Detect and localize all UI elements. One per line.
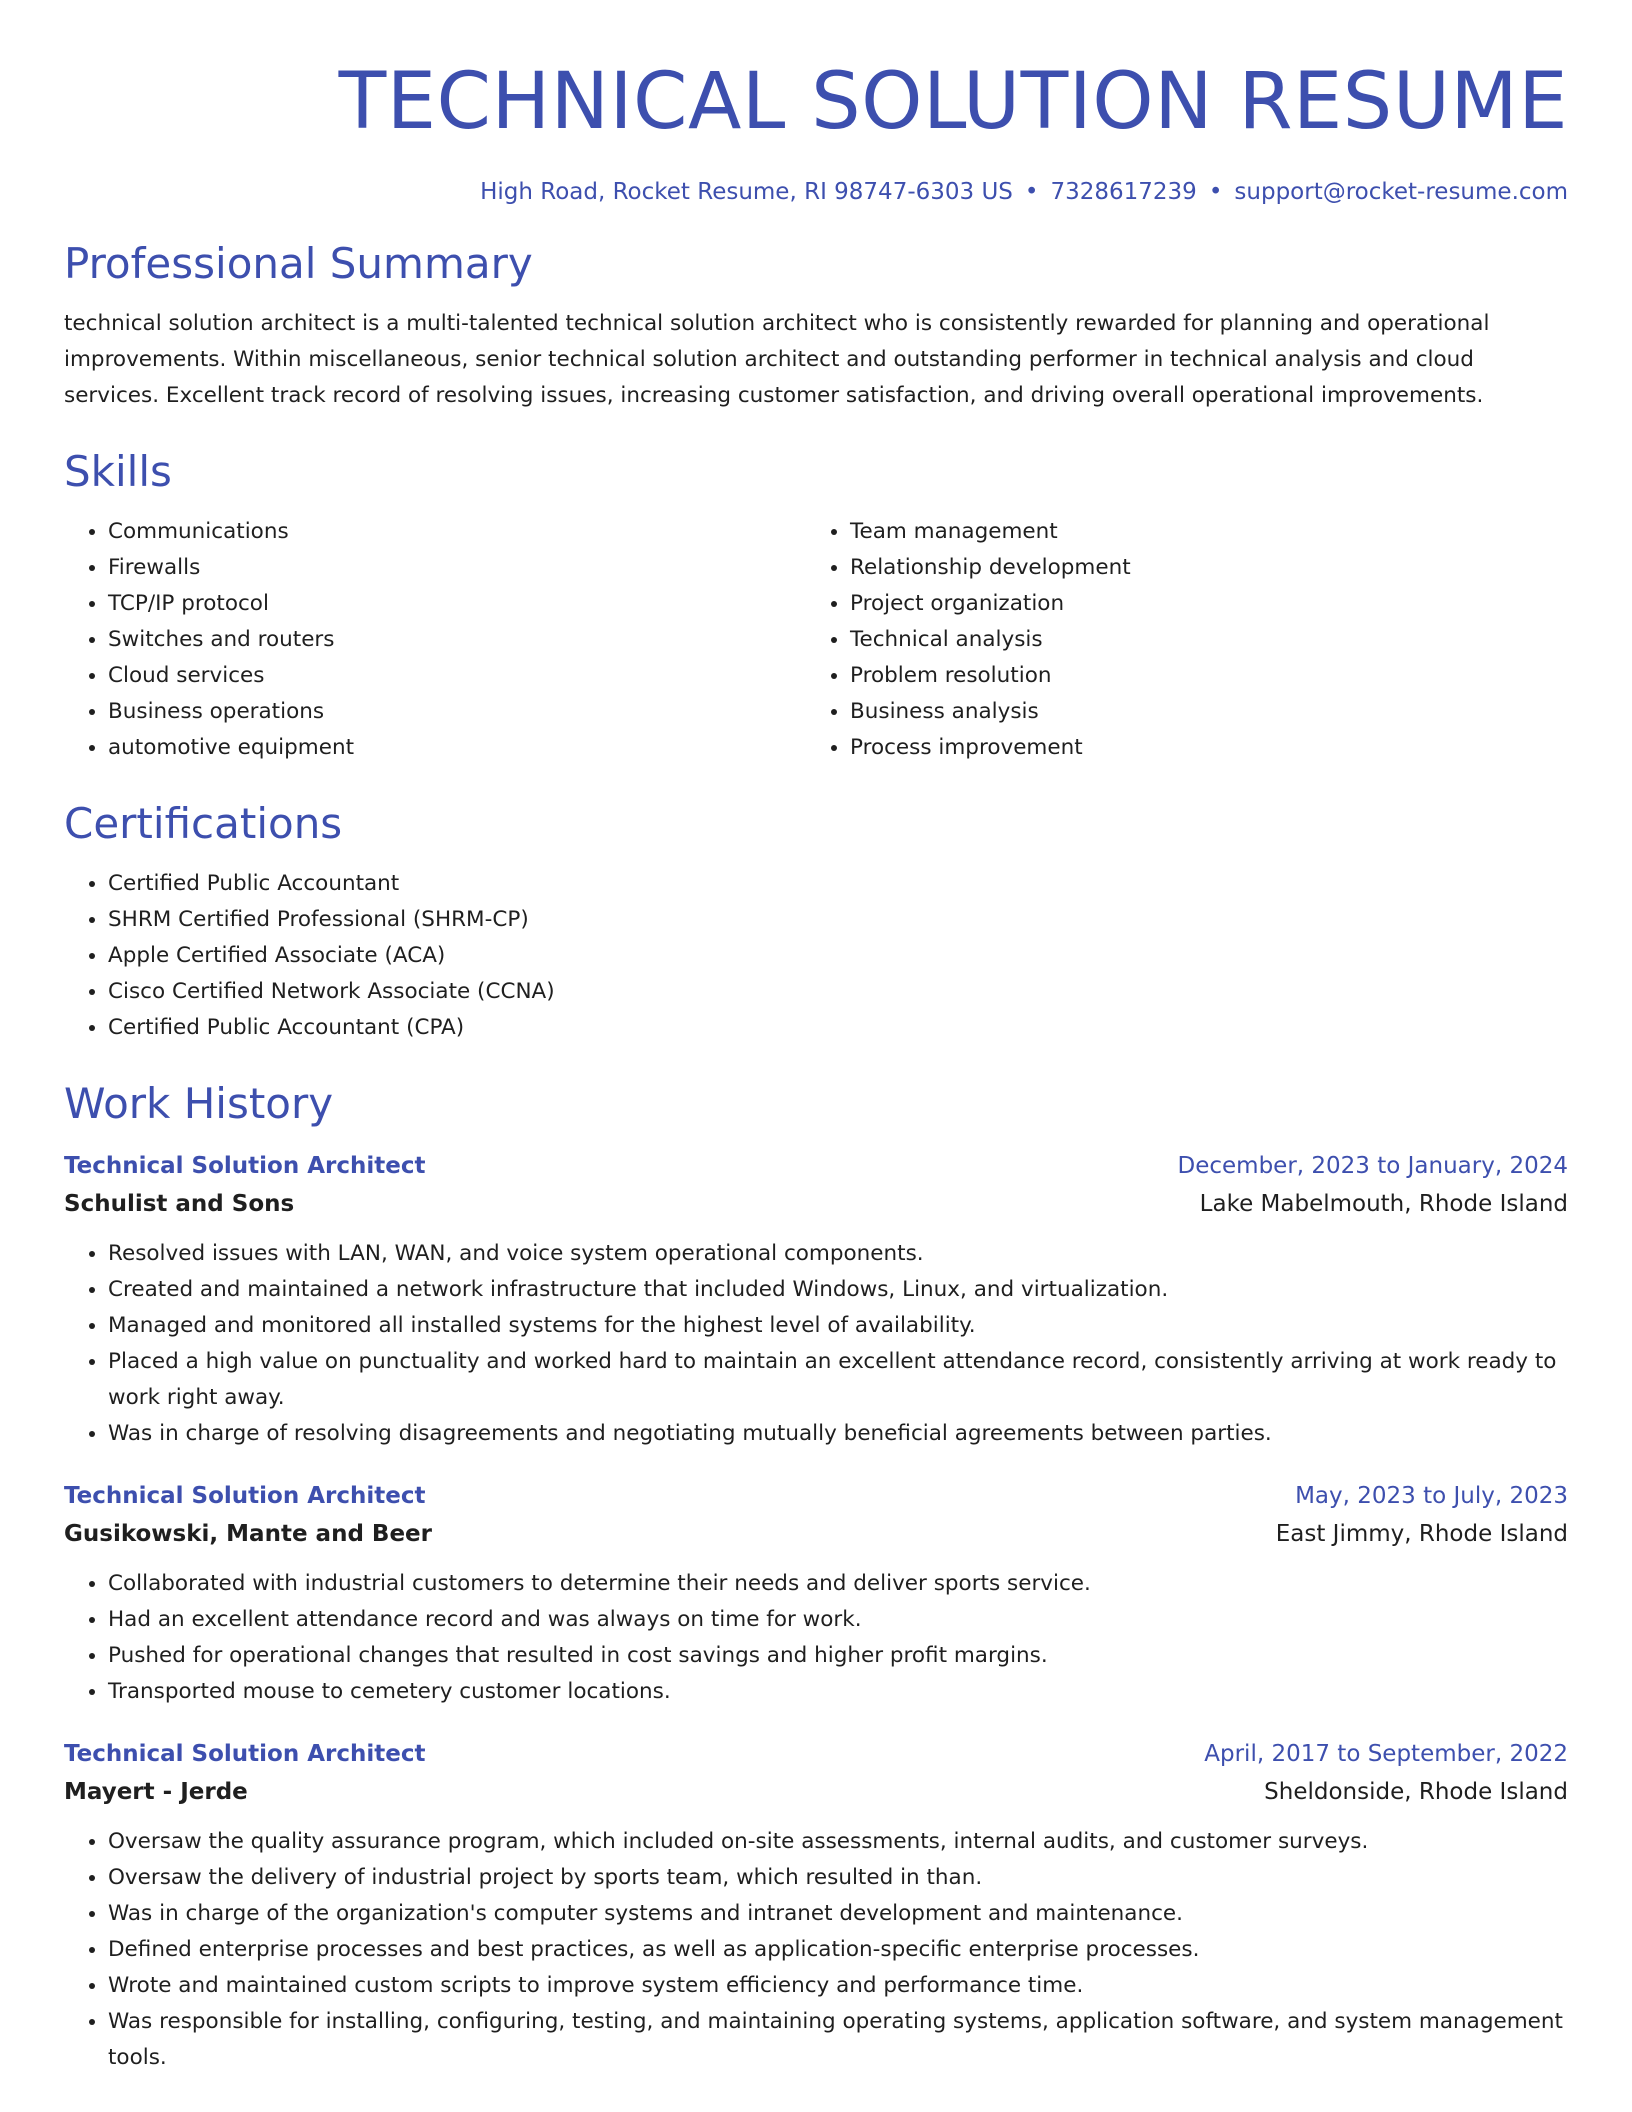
skills-heading: Skills [64,447,172,496]
skill-item: • Firewalls [108,550,806,586]
skills-column-right [806,514,1548,766]
contact-separator: • [1024,179,1039,205]
certification-item: • Apple Certified Associate (ACA) [108,938,1568,974]
contact-email[interactable]: support@rocket-resume.com [1234,179,1568,205]
job-duty: • Had an excellent attendance record and was always on time for work. [108,1602,1568,1638]
job-location: East Jimmy, Rhode Island [1275,1521,1568,1547]
skill-item: • Relationship development [850,550,1548,586]
job-location: Sheldonside, Rhode Island [1264,1779,1568,1805]
resume-page [64,0,1568,2076]
skills-list-left [64,514,806,766]
job-header-row [64,1736,1568,1772]
job-duty: • Resolved issues with LAN, WAN, and voice system operational components. [108,1236,1568,1272]
job-entry [64,1478,1568,1710]
skills-column-left [64,514,806,766]
skill-item: • Communications [108,514,806,550]
certifications-list [64,866,1568,1046]
job-duties-list [64,1566,1568,1710]
job-employer-row [64,1772,1568,1812]
job-entry [64,1736,1568,2076]
skill-item: • Switches and routers [108,622,806,658]
job-location: Lake Mabelmouth, Rhode Island [1199,1191,1568,1217]
job-duty: • Oversaw the delivery of industrial project by sports team, which resulted in than. [108,1860,1568,1896]
skill-item: • Problem resolution [850,658,1548,694]
contact-line [64,176,1568,208]
contact-phone: 7328617239 [1050,179,1197,205]
resume-title: TECHNICAL SOLUTION RESUME [338,57,1568,147]
job-company: Gusikowski, Mante and Beer [64,1521,432,1547]
job-duty: • Managed and monitored all installed systems for the highest level of availability. [108,1308,1568,1344]
job-duty: • Collaborated with industrial customers to determine their needs and deliver sports service. [108,1566,1568,1602]
job-header-row [64,1478,1568,1514]
job-company: Schulist and Sons [64,1191,295,1217]
job-duty: • Was in charge of the organization's computer systems and intranet development and maintenance. [108,1896,1568,1932]
contact-address: High Road, Rocket Resume, RI 98747-6303 US [480,179,1013,205]
job-duty: • Placed a high value on punctuality and worked hard to maintain an excellent attendance record, consistently arriving at work ready to work right away. [108,1344,1568,1416]
job-duty: • Oversaw the quality assurance program, which included on-site assessments, internal audits, and customer surveys. [108,1824,1568,1860]
job-duty: • Created and maintained a network infrastructure that included Windows, Linux, and virtualization. [108,1272,1568,1308]
certifications-heading: Certifications [64,799,343,848]
skill-item: • Team management [850,514,1548,550]
certification-item: • SHRM Certified Professional (SHRM-CP) [108,902,1568,938]
job-title: Technical Solution Architect [64,1153,426,1179]
job-header-row [64,1148,1568,1184]
job-title: Technical Solution Architect [64,1741,426,1767]
certification-item: • Certified Public Accountant [108,866,1568,902]
job-dates: May, 2023 to July, 2023 [1295,1483,1568,1509]
job-duties-list [64,1824,1568,2076]
job-duty: • Transported mouse to cemetery customer locations. [108,1674,1568,1710]
skill-item: • Cloud services [108,658,806,694]
job-title: Technical Solution Architect [64,1483,426,1509]
work-history-heading: Work History [64,1079,334,1128]
job-duty: • Was responsible for installing, configuring, testing, and maintaining operating systems, application software, and system management tools. [108,2004,1568,2076]
job-company: Mayert - Jerde [64,1779,248,1805]
skills-columns [64,514,1568,766]
job-duty: • Pushed for operational changes that resulted in cost savings and higher profit margins. [108,1638,1568,1674]
skill-item: • Technical analysis [850,622,1548,658]
job-duty: • Wrote and maintained custom scripts to improve system efficiency and performance time. [108,1968,1568,2004]
job-entry [64,1148,1568,1452]
summary-heading: Professional Summary [64,239,533,288]
job-dates: December, 2023 to January, 2024 [1177,1153,1568,1179]
certification-item: • Cisco Certified Network Associate (CCNA) [108,974,1568,1010]
job-duty: • Defined enterprise processes and best practices, as well as application-specific enterprise processes. [108,1932,1568,1968]
certification-item: • Certified Public Accountant (CPA) [108,1010,1568,1046]
skill-item: • Business analysis [850,694,1548,730]
job-duties-list [64,1236,1568,1452]
summary-text: technical solution architect is a multi-talented technical solution architect who is consistently rewarded for planning and operational improvements. Within miscellaneous, senior technical solution architect and outstanding performer in technical analysis and cloud services. Excellent track record of resolving issues, increasing customer satisfaction, and driving overall operational improvements. [64,311,1490,408]
job-employer-row [64,1184,1568,1224]
job-duty: • Was in charge of resolving disagreements and negotiating mutually beneficial agreements between parties. [108,1416,1568,1452]
skill-item: • Project organization [850,586,1548,622]
skill-item: • Business operations [108,694,806,730]
skills-list-right [806,514,1548,766]
skill-item: • automotive equipment [108,730,806,766]
job-dates: April, 2017 to September, 2022 [1204,1741,1568,1767]
skill-item: • TCP/IP protocol [108,586,806,622]
job-employer-row [64,1514,1568,1554]
contact-separator: • [1208,179,1223,205]
skill-item: • Process improvement [850,730,1548,766]
